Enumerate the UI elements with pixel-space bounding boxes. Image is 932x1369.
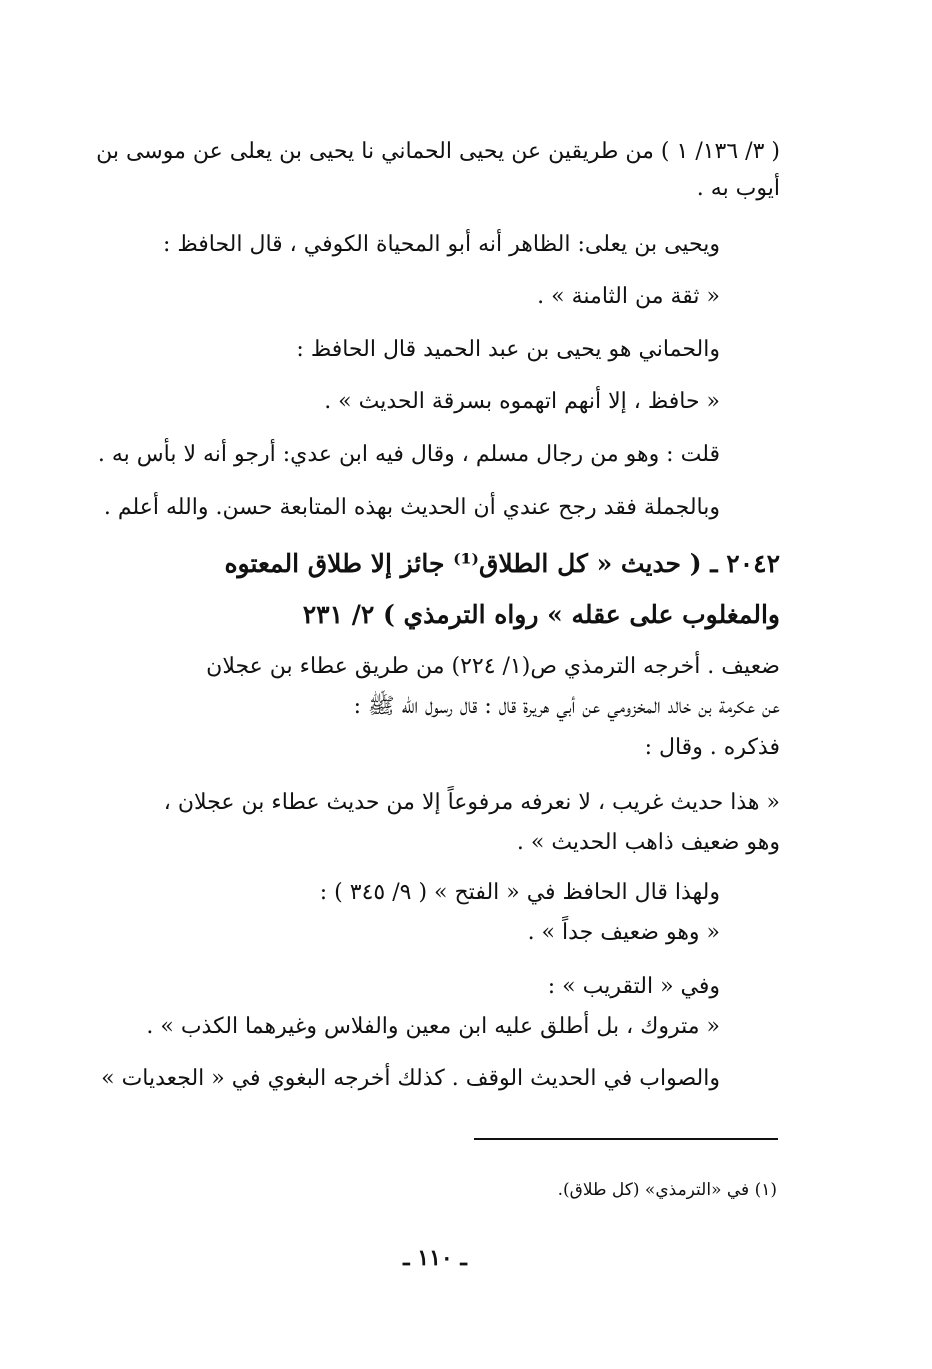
text-line: وبالجملة فقد رجح عندي أن الحديث بهذه المتابعة حسن. والله أعلم . — [103, 495, 720, 520]
page-number: ـ ١١٠ ـ — [403, 1245, 467, 1271]
text-line: « متروك ، بل أطلق عليه ابن معين والفلاس وغيرهما الكذب » . — [146, 1014, 720, 1039]
hadith-heading: والمغلوب على عقله » رواه الترمذي ) ٢/ ٢٣١ — [302, 600, 780, 629]
text-line: ويحيى بن يعلى: الظاهر أنه أبو المحياة الكوفي ، قال الحافظ : — [162, 232, 720, 257]
footnote-divider — [474, 1138, 778, 1140]
text-line: ( ٣/ ١٣٦/ ١ ) من طريقين عن يحيى الحماني نا يحيى بن يعلى عن موسى بن — [96, 139, 780, 164]
text-line: « هذا حديث غريب ، لا نعرفه مرفوعاً إلا من حديث عطاء بن عجلان ، — [163, 790, 780, 815]
text-line: « حافظ ، إلا أنهم اتهموه بسرقة الحديث » . — [324, 389, 720, 414]
text-line: وهو ضعيف ذاهب الحديث » . — [516, 830, 780, 855]
text-line: ولهذا قال الحافظ في « الفتح » ( ٩/ ٣٤٥ ) : — [319, 880, 720, 905]
text-line: قلت : وهو من رجال مسلم ، وقال فيه ابن عدي: أرجو أنه لا بأس به . — [97, 442, 720, 467]
text-line: فذكره . وقال : — [644, 735, 780, 760]
text-line: عن عكرمة بن خالد المخزومي عن أبي هريرة قال : قال رسول الله ﷺ : — [353, 694, 780, 719]
text-line: « وهو ضعيف جداً » . — [527, 920, 720, 945]
text-line: والحماني هو يحيى بن عبد الحميد قال الحافظ : — [296, 337, 720, 362]
text-line: « ثقة من الثامنة » . — [537, 284, 720, 309]
text-line: والصواب في الحديث الوقف . كذلك أخرجه البغوي في « الجعديات » — [101, 1066, 720, 1091]
text-line: وفي « التقريب » : — [547, 974, 720, 999]
footnote: (١) في «الترمذي» (كل طلاق). — [557, 1180, 777, 1200]
text-line: أيوب به . — [696, 176, 780, 201]
text-line: ضعيف . أخرجه الترمذي ص(١/ ٢٢٤) من طريق عطاء بن عجلان — [206, 654, 780, 679]
hadith-heading: ٢٠٤٢ ـ ( حديث « كل الطلاق⁽¹⁾ جائز إلا طلاق المعتوه — [224, 549, 780, 578]
